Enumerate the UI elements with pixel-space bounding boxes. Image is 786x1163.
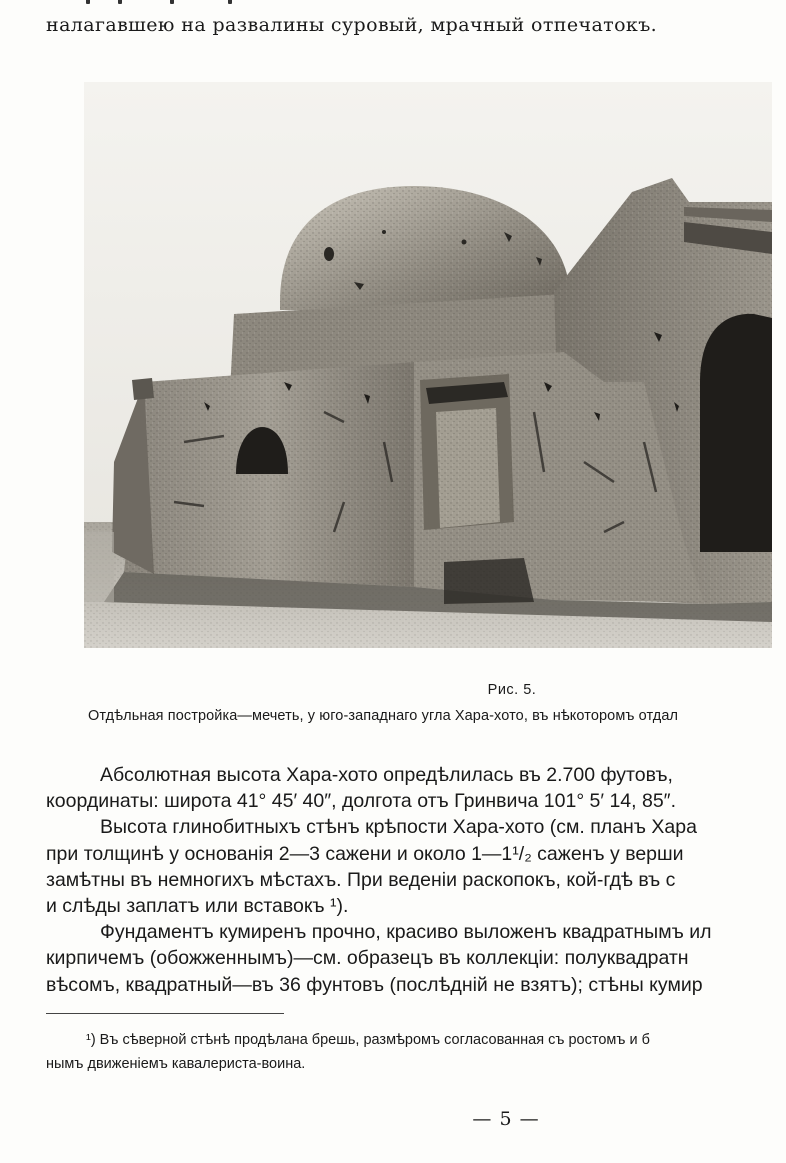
paragraph-line: Фундаментъ кумиренъ прочно, красиво выложенъ квадратнымъ ил — [100, 921, 712, 944]
figure-caption: Отдѣльная постройка—мечеть, у юго-западнаго угла Хара-хото, въ нѣкоторомъ отдал — [88, 708, 679, 724]
footnote-line: нымъ движеніемъ кавалериста-воина. — [46, 1056, 306, 1072]
paragraph-line: и слѣды заплатъ или вставокъ ¹). — [46, 894, 349, 917]
cut-off-previous-line — [78, 0, 278, 6]
figure-label: Рис. 5. — [487, 682, 537, 698]
mosque-photograph — [84, 82, 772, 648]
footnote-line: ¹) Въ сѣверной стѣнѣ продѣлана брешь, размѣромъ согласованная съ ростомъ и б — [86, 1032, 650, 1048]
paragraph-line: замѣтны въ немногихъ мѣстахъ. При веденіи раскопокъ, кой-гдѣ въ с — [46, 868, 676, 891]
continuation-text: налагавшею на развалины суровый, мрачный отпечатокъ. — [46, 14, 658, 36]
paragraph-line: кирпичемъ (обожженнымъ)—см. образецъ въ коллекціи: полуквадратн — [46, 947, 689, 970]
paragraph-line: Высота глинобитныхъ стѣнъ крѣпости Хара-хото (см. планъ Хара — [100, 816, 697, 839]
paragraph-line: Абсолютная высота Хара-хото опредѣлилась въ 2.700 футовъ, — [100, 764, 673, 786]
paragraph-line: при толщинѣ у основанія 2—3 сажени и около 1—1¹/₂ саженъ у верши — [46, 842, 684, 865]
page-number: — 5 — — [472, 1108, 540, 1130]
body-text — [46, 762, 786, 998]
footnote-separator — [46, 1013, 284, 1014]
paragraph-line: координаты: широта 41° 45′ 40″, долгота отъ Гринвича 101° 5′ 14, 85″. — [46, 790, 676, 813]
paragraph-line: вѣсомъ, квадратный—въ 36 фунтовъ (послѣдній не взятъ); стѣны кумир — [46, 973, 703, 996]
footnote — [46, 1028, 786, 1076]
